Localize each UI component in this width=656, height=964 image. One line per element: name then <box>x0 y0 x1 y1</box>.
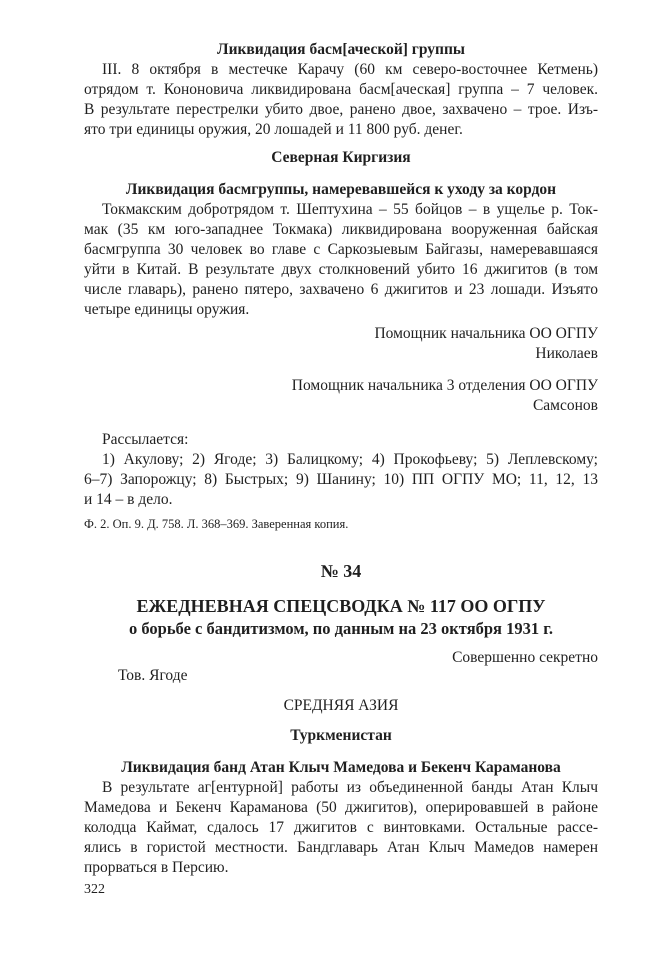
text-line: 6–7) Запорожцу; 8) Быстрых; 9) Шанину; 10) ПП ОГПУ МО; 11, 12, 13 <box>84 471 598 488</box>
text-line: числе главарь), ранено пятеро, захвачено 6 джигитов и 23 лошади. Изъято <box>84 281 598 298</box>
paragraph <box>84 60 598 140</box>
addressee-block <box>84 666 598 686</box>
text-line: прорваться в Персию. <box>84 859 229 876</box>
text-line: ято три единицы оружия, 20 лошадей и 11 800 руб. денег. <box>84 121 463 138</box>
signature-title: Помощник начальника 3 отделения ОО ОГПУ <box>291 377 598 394</box>
signature-block-2 <box>84 376 598 416</box>
classification <box>84 648 598 668</box>
text-line: мак (35 км юго-западнее Токмака) ликвидирована вооруженная байская <box>84 221 598 238</box>
distribution-list <box>84 430 598 510</box>
text-line: 1) Акулову; 2) Ягоде; 3) Балицкому; 4) Прокофьеву; 5) Леплевскому; <box>102 451 598 468</box>
region-heading: Северная Киргизия <box>271 149 411 166</box>
source-note: Ф. 2. Оп. 9. Д. 758. Л. 368–369. Заверенная копия. <box>84 517 349 531</box>
archival-source <box>84 516 598 532</box>
section-heading: Ликвидация басмгруппы, намеревавшейся к уходу за кордон <box>125 181 557 198</box>
section-basmgroup-cordon <box>84 180 598 320</box>
section-heading: Ликвидация басм[аческой] группы <box>217 41 465 58</box>
subregion-turkmenistan <box>84 726 598 746</box>
text-line: Токмакским добротрядом т. Шептухина – 55 бойцов – в ущелье р. Ток- <box>102 201 598 218</box>
addressee: Тов. Ягоде <box>118 667 188 684</box>
signature-block-1 <box>84 324 598 364</box>
text-line: басмгруппа 30 человек во главе с Саркозыевым Байгазы, намеревавшаяся <box>84 241 598 258</box>
paragraph <box>84 200 598 320</box>
signature-title: Помощник начальника ОО ОГПУ <box>374 325 598 342</box>
subregion-heading: Туркменистан <box>290 727 392 744</box>
text-line: и 14 – в дело. <box>84 491 173 508</box>
document-34 <box>84 560 598 582</box>
region-heading: СРЕДНЯЯ АЗИЯ <box>283 697 399 714</box>
distribution-label: Рассылается: <box>102 431 189 448</box>
distribution-text <box>84 450 598 510</box>
section-bands-liquidation <box>84 758 598 878</box>
page-number: 322 <box>84 882 105 897</box>
region-central-asia <box>84 696 598 716</box>
secrecy-mark: Совершенно секретно <box>452 649 598 666</box>
section-north-kirghizia <box>84 148 598 168</box>
text-line: Мамедова и Бекенч Караманова (50 джигитов), оперировавшей в районе <box>84 799 598 816</box>
signature-name: Самсонов <box>532 397 598 414</box>
text-line: уйти в Китай. В результате двух столкновений убито 16 джигитов (в том <box>84 261 598 278</box>
document-title-line-2: о борьбе с бандитизмом, по данным на 23 октября 1931 г. <box>129 619 553 638</box>
document-number: № 34 <box>320 561 362 581</box>
section-heading: Ликвидация банд Атан Клыч Мамедова и Бекенч Караманова <box>121 759 561 776</box>
paragraph <box>84 778 598 878</box>
document-title-line-1: ЕЖЕДНЕВНАЯ СПЕЦСВОДКА № 117 ОО ОГПУ <box>136 596 546 616</box>
text-line: В результате перестрелки убито двое, ранено двое, захвачено – трое. Изъ- <box>84 101 598 118</box>
text-line: четыре единицы оружия. <box>84 301 250 318</box>
text-line: III. 8 октября в местечке Карачу (60 км северо-восточнее Кетмень) <box>102 61 598 78</box>
signature-name: Николаев <box>535 345 598 362</box>
document-title <box>84 594 598 640</box>
text-line: отрядом т. Кононовича ликвидирована басм[аческая] группа – 7 человек. <box>84 81 598 98</box>
text-line: ялись в гористой местности. Бандглаварь Атан Клыч Мамедов намерен <box>84 839 598 856</box>
text-line: колодца Каймат, сдалось 17 джигитов с винтовками. Остальные рассе- <box>84 819 598 836</box>
text-line: В результате аг[ентурной] работы из объединенной банды Атан Клыч <box>102 779 598 796</box>
section-basmach-liquidation <box>84 40 598 140</box>
